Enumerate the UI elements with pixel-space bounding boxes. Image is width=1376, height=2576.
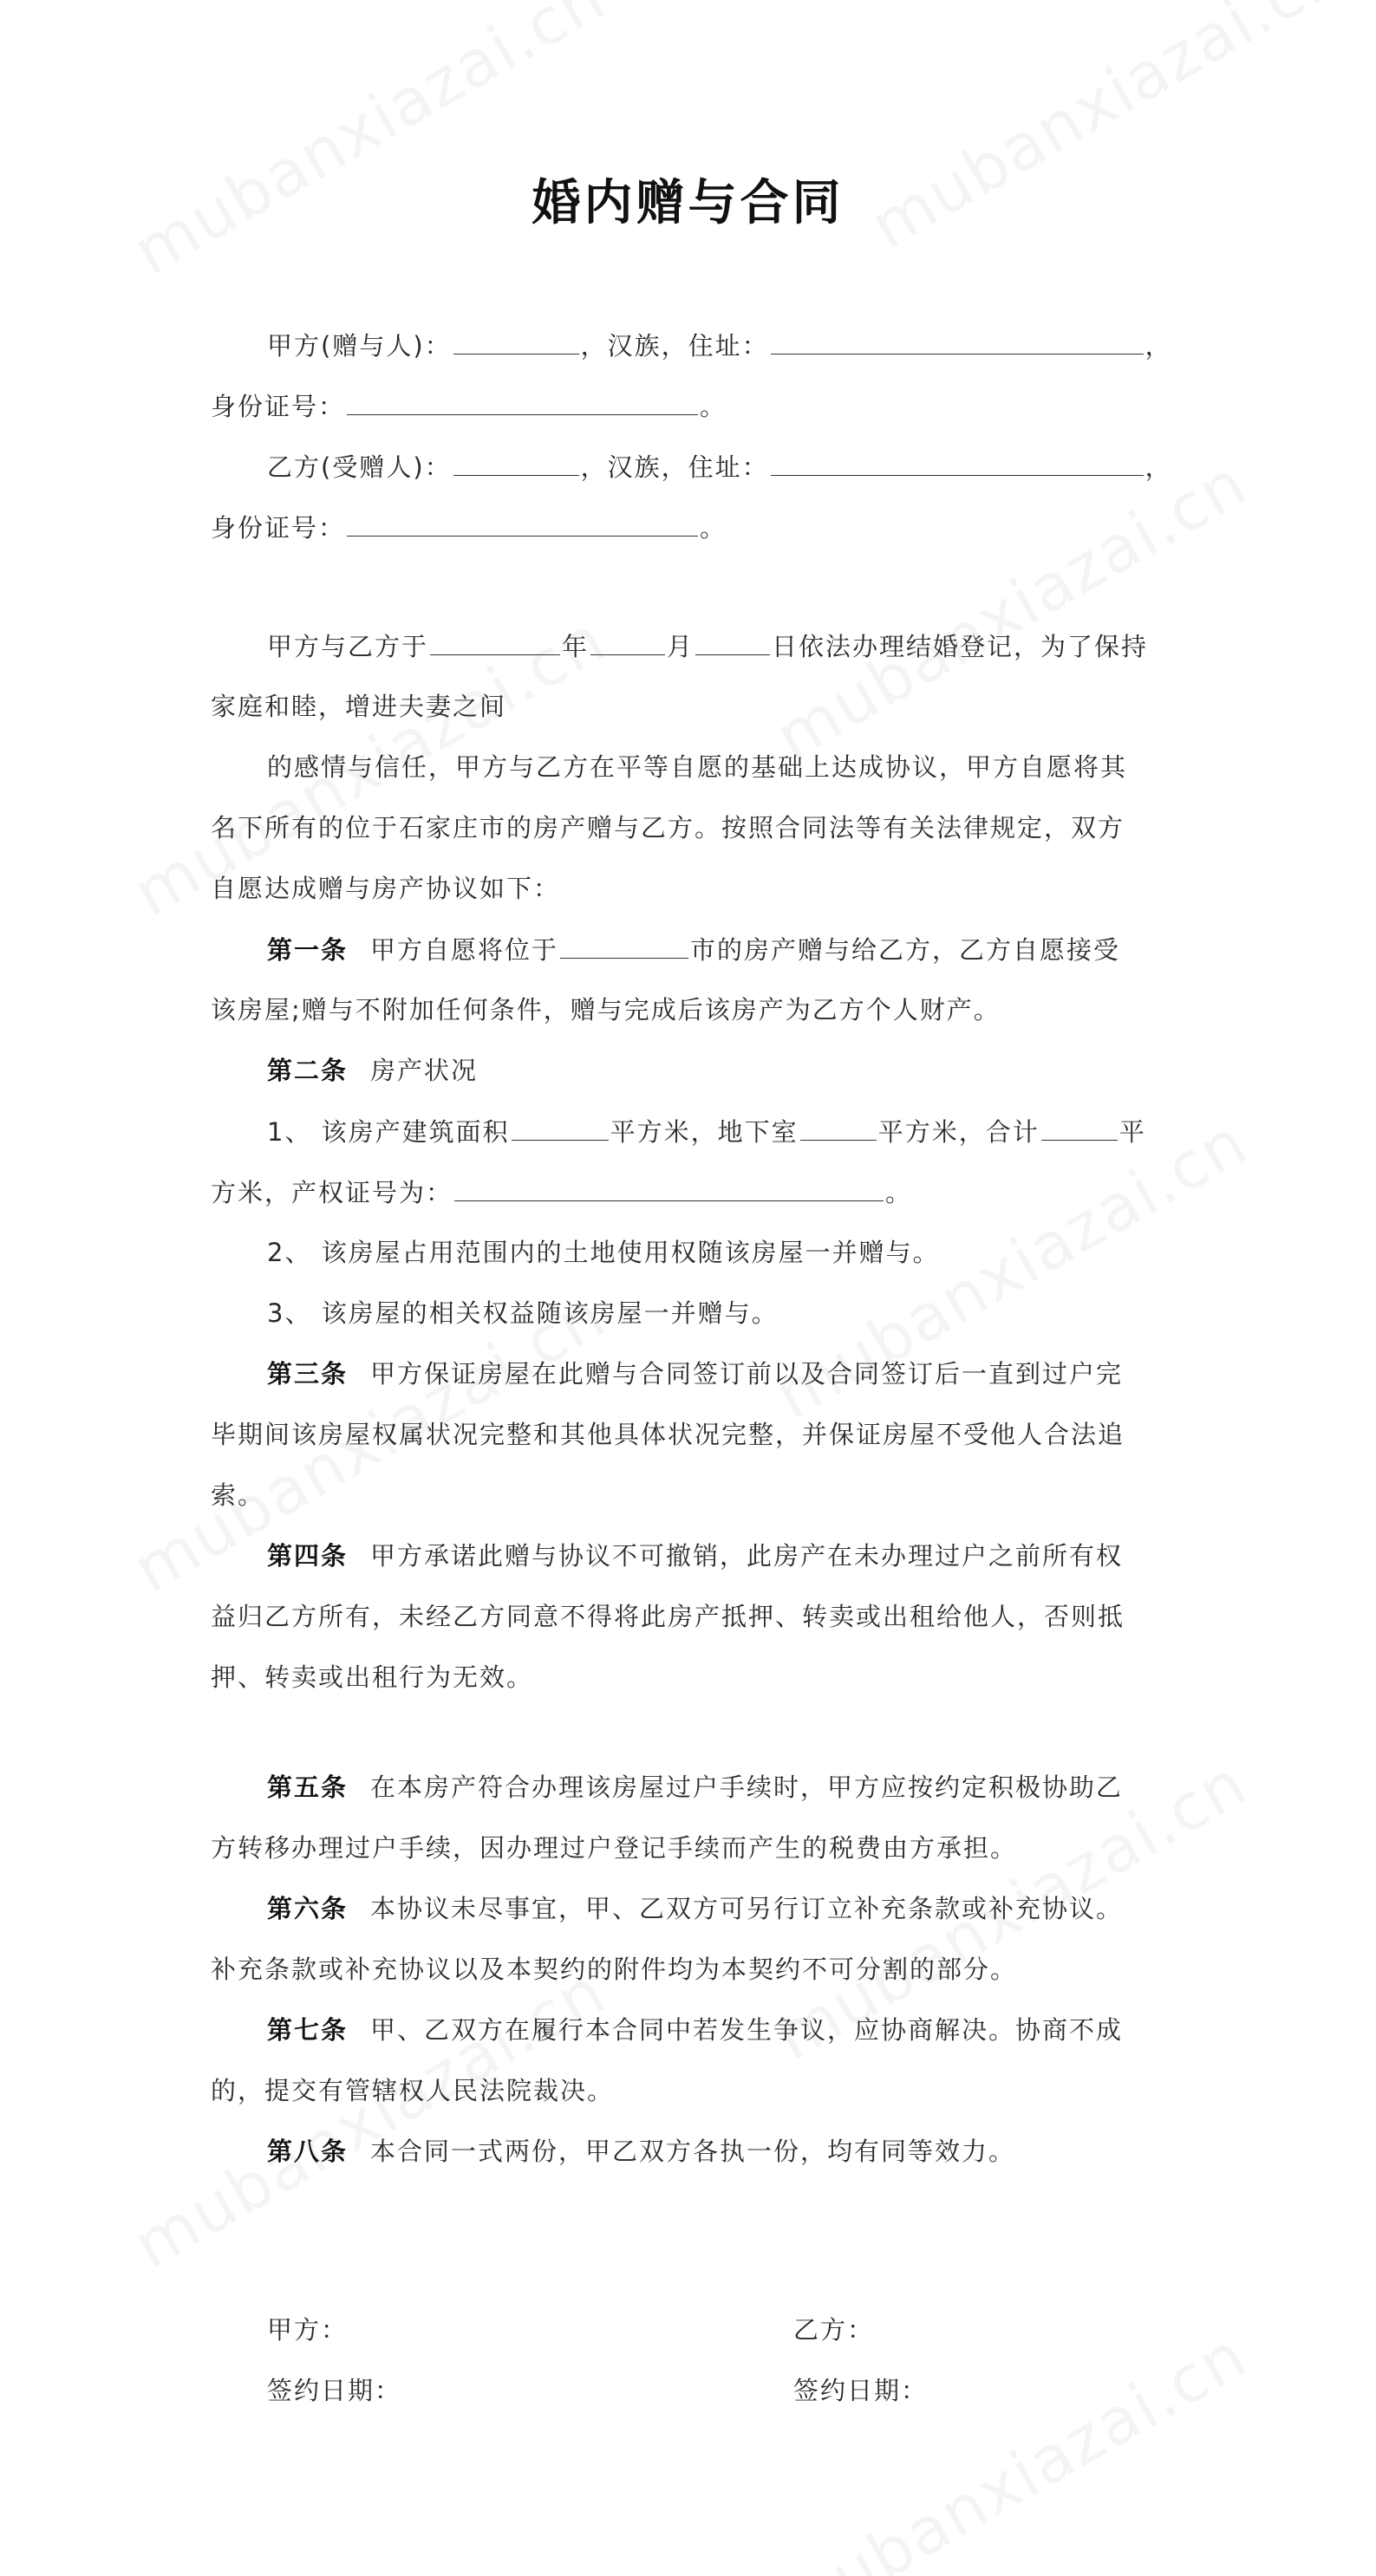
article-text: 平 (1118, 1117, 1146, 1147)
article-text: 甲方承诺此赠与协议不可撤销，此房产在未办理过户之前所有权 (370, 1541, 1124, 1571)
id-label: 身份证号： (211, 392, 346, 421)
article-4-line-1 (211, 1538, 1173, 1573)
article-2-item-1 (211, 1114, 1173, 1149)
signature-party-b: 乙方： (793, 2315, 875, 2345)
article-6-line-2: 补充条款或补充协议以及本契约的附件均为本契约不可分割的部分。 (211, 1955, 1018, 1984)
watermark-text (763, 2318, 1260, 2576)
month-label: 月 (667, 632, 695, 661)
total-area-blank (1041, 1114, 1118, 1141)
article-4-line-2: 益归乙方所有，未经乙方同意不得将此房产抵押、转卖或出租给他人，否则抵 (211, 1602, 1125, 1631)
article-text: 1、 该房产建筑面积 (267, 1117, 510, 1147)
ethnicity-address-text: ，汉族，住址： (580, 452, 769, 482)
intro-text: 甲方与乙方于 (267, 632, 429, 661)
article-3-label: 第三条 (267, 1359, 349, 1389)
watermark-text (763, 446, 1260, 775)
article-6-line-1 (211, 1891, 1173, 1926)
basement-area-blank (800, 1114, 877, 1141)
property-city-blank (560, 932, 688, 959)
comma: ， (1144, 452, 1172, 482)
watermark-text (121, 1954, 618, 2283)
watermark-text (121, 0, 618, 289)
party-a-label: 甲方(赠与人)： (267, 331, 452, 361)
article-text: 甲方保证房屋在此赠与合同签订前以及合同签订后一直到过户完 (370, 1359, 1124, 1389)
party-a-address-blank (771, 328, 1144, 355)
article-text: 本合同一式两份，甲乙双方各执一份，均有同等效力。 (370, 2137, 1016, 2166)
building-area-blank (512, 1114, 609, 1141)
article-2-heading (211, 1053, 1173, 1088)
party-b-id-line (211, 510, 1173, 545)
marriage-month-blank (590, 628, 665, 655)
article-7-line-1 (211, 2013, 1173, 2047)
ethnicity-address-text: ，汉族，住址： (580, 331, 769, 361)
article-7-label: 第七条 (267, 2015, 349, 2045)
signature-date-b: 签约日期： (793, 2376, 929, 2405)
article-2-item-1-cont (211, 1174, 1173, 1210)
article-6-label: 第六条 (267, 1894, 349, 1923)
year-label: 年 (562, 632, 590, 661)
party-a-name-blank (453, 328, 579, 355)
party-a-id-blank (347, 388, 698, 415)
article-text: 。 (885, 1178, 913, 1207)
article-heading: 房产状况 (370, 1056, 479, 1085)
article-text: 平方米，合计 (877, 1117, 1040, 1147)
intro-line-2: 家庭和睦，增进夫妻之间 (211, 692, 507, 721)
party-b-address-blank (771, 449, 1144, 476)
certificate-number-blank (454, 1174, 884, 1201)
period: 。 (700, 392, 727, 421)
article-text: 平方米，地下室 (610, 1117, 799, 1147)
party-b-name-blank (453, 449, 579, 476)
article-text: 甲方自愿将位于 (370, 935, 559, 965)
article-5-label: 第五条 (267, 1773, 349, 1802)
article-1-label: 第一条 (267, 935, 349, 965)
article-3-line-3: 索。 (211, 1480, 265, 1510)
article-2-item-2: 2、 该房屋占用范围内的土地使用权随该房屋一并赠与。 (267, 1238, 940, 1267)
party-b-line (211, 449, 1173, 485)
article-5-line-1 (211, 1770, 1173, 1805)
article-3-line-2: 毕期间该房屋权属状况完整和其他具体状况完整，并保证房屋不受他人合法追 (211, 1420, 1125, 1449)
id-label: 身份证号： (211, 513, 346, 543)
intro-line-3: 的感情与信任，甲方与乙方在平等自愿的基础上达成协议，甲方自愿将其 (267, 752, 1128, 782)
article-1-line-2: 该房屋;赠与不附加任何条件，赠与完成后该房产为乙方个人财产。 (211, 995, 1001, 1025)
intro-line-4: 名下所有的位于石家庄市的房产赠与乙方。按照合同法等有关法律规定，双方 (211, 813, 1125, 842)
article-text: 在本房产符合办理该房屋过户手续时，甲方应按约定积极协助乙 (370, 1773, 1124, 1802)
intro-line-5: 自愿达成赠与房产协议如下： (211, 874, 561, 903)
marriage-year-blank (430, 628, 560, 655)
signature-date-a: 签约日期： (267, 2376, 402, 2405)
article-3-line-1 (211, 1356, 1173, 1391)
article-text: 市的房产赠与给乙方，乙方自愿接受 (690, 935, 1121, 965)
article-1-line-1 (211, 932, 1173, 967)
article-4-line-3: 押、转卖或出租行为无效。 (211, 1662, 534, 1692)
party-a-line (211, 328, 1173, 363)
signature-party-a: 甲方： (267, 2315, 349, 2345)
period: 。 (700, 513, 727, 543)
article-2-item-3: 3、 该房屋的相关权益随该房屋一并赠与。 (267, 1298, 779, 1328)
party-b-id-blank (347, 510, 698, 537)
party-a-id-line (211, 388, 1173, 424)
comma: ， (1144, 331, 1172, 361)
article-text: 甲、乙双方在履行本合同中若发生争议，应协商解决。协商不成 (370, 2015, 1124, 2045)
marriage-day-blank (695, 628, 770, 655)
article-7-line-2: 的，提交有管辖权人民法院裁决。 (211, 2076, 615, 2105)
intro-text: 日依法办理结婚登记，为了保持 (772, 632, 1149, 661)
intro-line-1 (211, 628, 1173, 664)
party-b-label: 乙方(受赠人)： (267, 452, 452, 482)
article-5-line-2: 方转移办理过户手续，因办理过户登记手续而产生的税费由方承担。 (211, 1833, 1018, 1863)
article-4-label: 第四条 (267, 1541, 349, 1571)
page-title: 婚内赠与合同 (531, 175, 845, 231)
article-8-line-1 (211, 2134, 1173, 2169)
article-2-label: 第二条 (267, 1056, 349, 1085)
article-8-label: 第八条 (267, 2137, 349, 2166)
article-text: 方米，产权证号为： (211, 1178, 453, 1207)
article-text: 本协议未尽事宜，甲、乙双方可另行订立补充条款或补充协议。 (370, 1894, 1124, 1923)
